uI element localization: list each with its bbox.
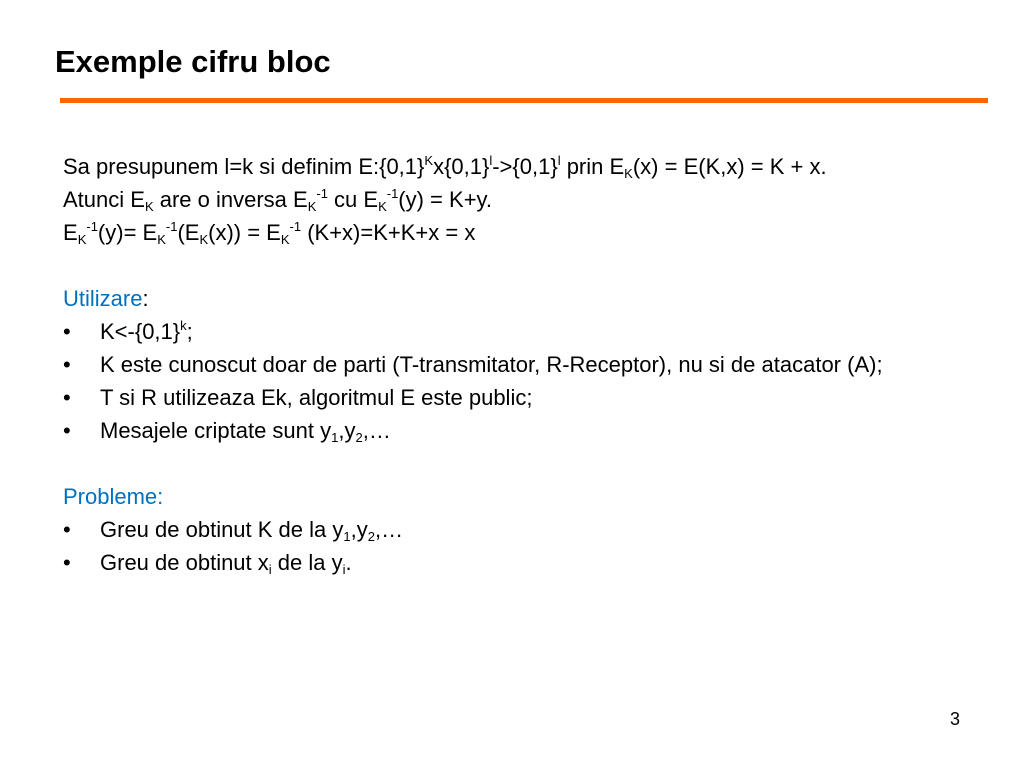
usage-item-key [63, 319, 963, 345]
problems-item-plaintext [63, 550, 963, 576]
subscript: K [199, 232, 209, 247]
subscript: 1 [343, 529, 351, 544]
text-run: (y)= E [97, 220, 158, 245]
text-run: Atunci E [63, 187, 145, 212]
superscript: -1 [86, 219, 98, 234]
subscript: K [378, 199, 387, 214]
slide-title: Exemple cifru bloc [55, 44, 331, 79]
definition-line-2 [63, 187, 963, 213]
text-run: prin E [560, 154, 625, 179]
subscript: i [342, 562, 346, 577]
text-run: . [345, 550, 352, 575]
subscript: K [157, 232, 166, 247]
spacer [63, 253, 963, 279]
subscript: i [268, 562, 272, 577]
text-run: de la y [271, 550, 343, 575]
text-run: ,… [374, 517, 404, 542]
title-underline [60, 98, 988, 103]
text-run: ,y [350, 517, 368, 542]
bullet-icon: • [63, 517, 71, 542]
text-run: Sa presupunem l=k si definim E:{0,1} [63, 154, 425, 179]
definition-line-1 [63, 154, 963, 180]
spacer [63, 451, 963, 477]
bullet-icon: • [63, 418, 71, 443]
subscript: K [307, 199, 317, 214]
subscript: K [624, 166, 633, 181]
usage-item-public [63, 385, 963, 411]
text-run: ; [186, 319, 193, 344]
text-run: (K+x)=K+K+x = x [301, 220, 476, 245]
usage-heading-label: Utilizare [63, 286, 143, 311]
superscript: -1 [386, 186, 399, 201]
slide-body [63, 154, 963, 583]
text-run: are o inversa E [153, 187, 308, 212]
text-run: cu E [327, 187, 379, 212]
text-run: Greu de obtinut K de la y [100, 517, 344, 542]
usage-item-known-by [63, 352, 963, 378]
subscript: K [280, 232, 290, 247]
text-run: (E [177, 220, 200, 245]
bullet-icon: • [63, 385, 71, 410]
text-run: Mesajele criptate sunt y [100, 418, 332, 443]
text-run: (y) = K+y. [398, 187, 493, 212]
superscript: l [489, 153, 493, 168]
usage-heading [63, 286, 963, 312]
problems-heading-label: Probleme: [63, 484, 164, 509]
superscript: l [557, 153, 561, 168]
subscript: 1 [331, 430, 339, 445]
problems-heading [63, 484, 963, 510]
usage-heading-colon: : [142, 286, 149, 311]
subscript: K [144, 199, 154, 214]
text-run: (x) = E(K,x) = K + x. [632, 154, 827, 179]
text-run: ,y [338, 418, 356, 443]
bullet-icon: • [63, 550, 71, 575]
bullet-icon: • [63, 319, 71, 344]
text-run: E [63, 220, 78, 245]
bullet-icon: • [63, 352, 71, 377]
subscript: 2 [355, 430, 363, 445]
subscript: K [77, 232, 87, 247]
text-run: ->{0,1} [492, 154, 558, 179]
superscript: -1 [165, 219, 178, 234]
text-run: (x)) = E [208, 220, 281, 245]
text-run: T si R utilizeaza Ek, algoritmul E este public; [100, 385, 533, 410]
superscript: K [424, 153, 434, 168]
text-run: Greu de obtinut x [100, 550, 269, 575]
superscript: -1 [316, 186, 328, 201]
text-run: ,… [362, 418, 391, 443]
problems-item-key [63, 517, 963, 543]
superscript: -1 [289, 219, 302, 234]
definition-line-3 [63, 220, 963, 246]
page-number: 3 [950, 709, 961, 729]
text-run: K<-{0,1} [100, 319, 181, 344]
superscript: k [180, 318, 187, 333]
text-run: K este cunoscut doar de parti (T-transmitator, R-Receptor), nu si de atacator (A); [100, 352, 883, 377]
text-run: x{0,1} [433, 154, 490, 179]
subscript: 2 [367, 529, 375, 544]
usage-item-ciphertexts [63, 418, 963, 444]
